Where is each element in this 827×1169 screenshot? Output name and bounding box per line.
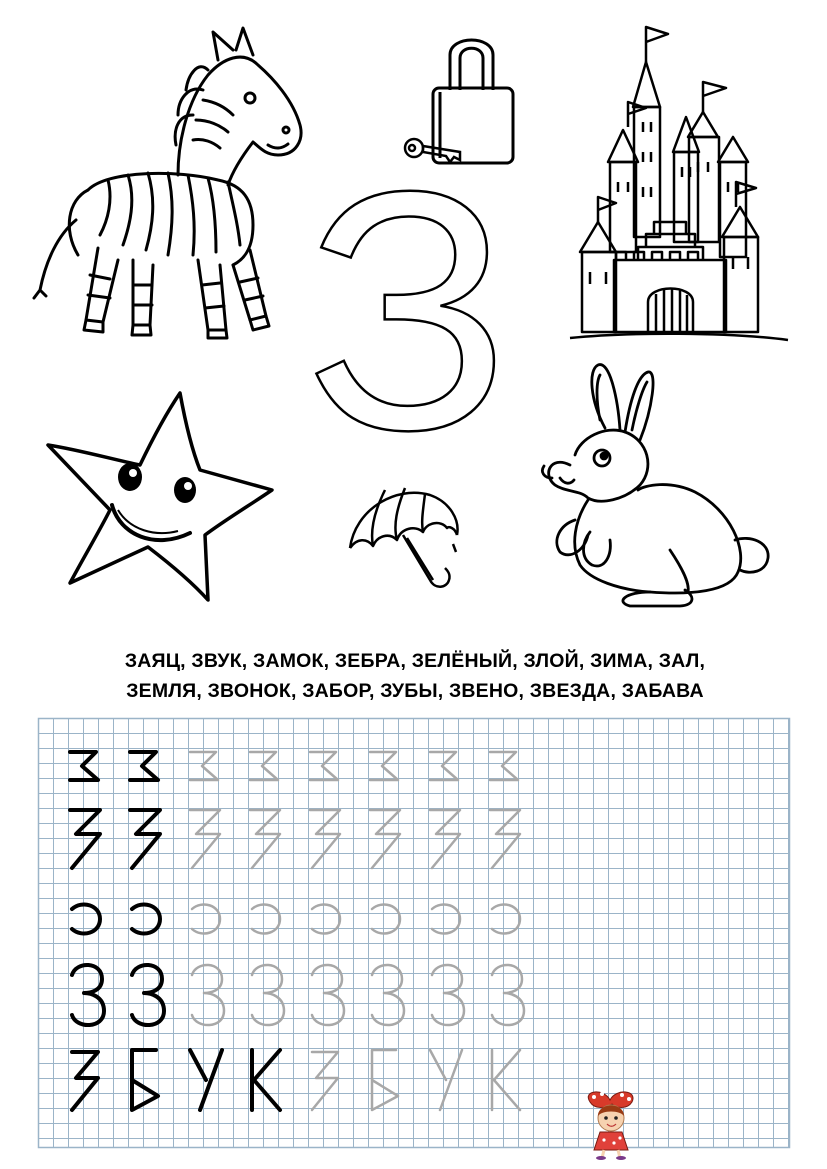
- letter-solid: [72, 1052, 98, 1110]
- letter-trace: [492, 904, 520, 933]
- big-letter-ze-outline: [305, 121, 511, 501]
- letter-trace: [192, 904, 220, 933]
- word-list-line-1: ЗАЯЦ, ЗВУК, ЗАМОК, ЗЕБРА, ЗЕЛЁНЫЙ, ЗЛОЙ, ЗИМА, ЗАЛ,: [124, 650, 706, 672]
- castle-icon: [568, 22, 790, 352]
- copybook-row-word-zvuk: [72, 1050, 520, 1110]
- letter-solid: [132, 904, 160, 933]
- copybook-row-half-circle-element: [72, 904, 520, 933]
- zebra-icon: [28, 20, 308, 340]
- girl-mascot-icon: [582, 1088, 642, 1160]
- letter-trace: [312, 1052, 338, 1110]
- letter-solid: [132, 1050, 158, 1110]
- word-list-line-2: ЗЕМЛЯ, ЗВОНОК, ЗАБОР, ЗУБЫ, ЗВЕНО, ЗВЕЗДА, ЗАБАВА: [126, 680, 704, 702]
- letter-trace: [312, 904, 340, 933]
- letter-trace: [252, 904, 280, 933]
- letter-solid: [72, 904, 100, 933]
- letter-trace: [372, 904, 400, 933]
- copybook-grid: [38, 718, 790, 1148]
- letter-trace: [432, 904, 460, 933]
- letter-solid: [190, 1050, 222, 1110]
- letter-trace: [430, 1050, 462, 1110]
- umbrella-icon: [345, 480, 465, 595]
- rabbit-icon: [530, 360, 775, 608]
- star-face: [118, 463, 196, 503]
- letter-solid: [252, 1050, 280, 1110]
- letter-trace: [492, 1050, 520, 1110]
- title-letter: З: [305, 121, 511, 501]
- letter-trace: [372, 1050, 398, 1110]
- smiling-star-icon: [40, 385, 280, 610]
